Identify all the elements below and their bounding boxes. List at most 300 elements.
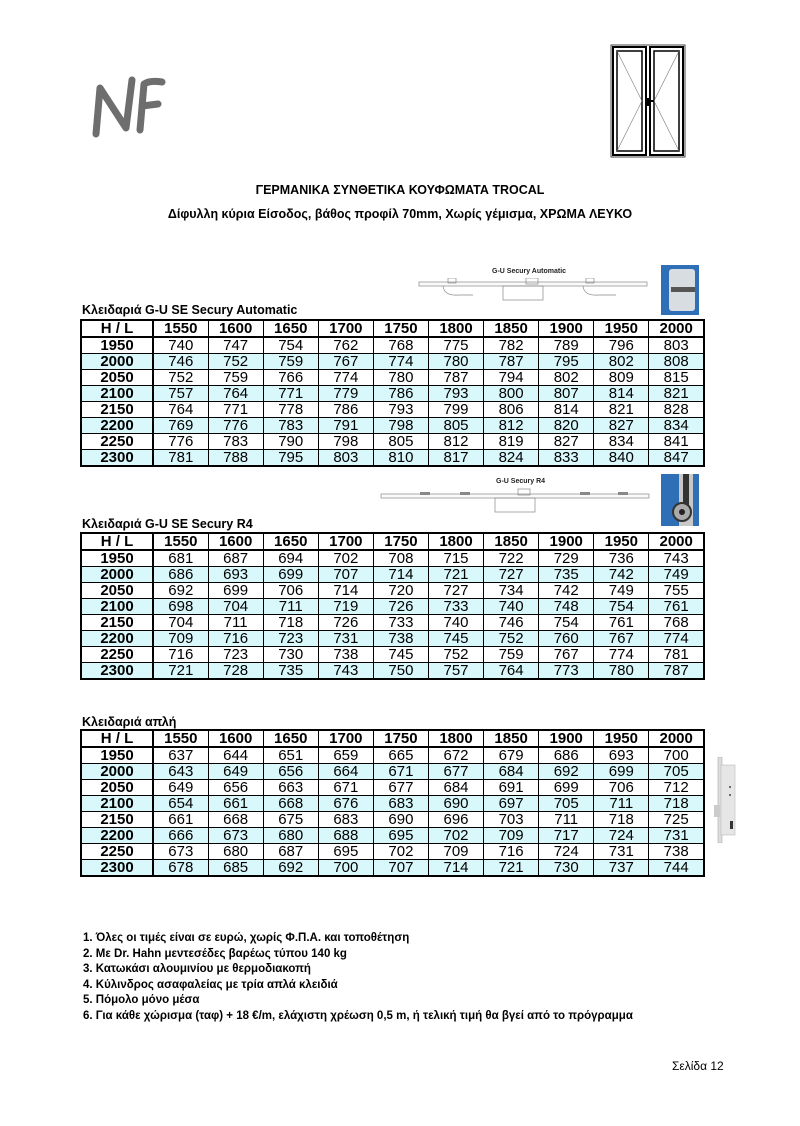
price-cell: 809	[594, 370, 649, 386]
price-cell: 791	[318, 418, 373, 434]
price-cell: 817	[428, 450, 483, 467]
price-cell: 745	[373, 647, 428, 663]
price-cell: 767	[594, 631, 649, 647]
price-cell: 684	[484, 764, 539, 780]
price-cell: 716	[153, 647, 208, 663]
table-row	[81, 796, 704, 812]
price-cell: 805	[373, 434, 428, 450]
price-cell: 707	[318, 567, 373, 583]
column-header: 1650	[263, 730, 318, 747]
price-cell: 680	[263, 828, 318, 844]
price-cell: 690	[373, 812, 428, 828]
document-title: ΓΕΡΜΑΝΙΚΑ ΣΥΝΘΕΤΙΚΑ ΚΟΥΦΩΜΑΤΑ TROCAL	[255, 183, 545, 197]
row-header: 1950	[81, 747, 153, 764]
price-cell: 696	[428, 812, 483, 828]
price-cell: 675	[263, 812, 318, 828]
header-row	[81, 320, 704, 337]
price-cell: 731	[649, 828, 704, 844]
price-cell: 692	[153, 583, 208, 599]
price-cell: 800	[484, 386, 539, 402]
price-cell: 780	[428, 354, 483, 370]
price-cell: 649	[153, 780, 208, 796]
price-cell: 683	[373, 796, 428, 812]
column-header: 1950	[594, 320, 649, 337]
price-cell: 767	[539, 647, 594, 663]
price-cell: 704	[208, 599, 263, 615]
corner-header: H / L	[81, 533, 153, 550]
row-header: 2050	[81, 780, 153, 796]
column-header: 2000	[649, 320, 704, 337]
price-cell: 637	[153, 747, 208, 764]
price-cell: 782	[484, 337, 539, 354]
price-cell: 692	[539, 764, 594, 780]
price-cell: 672	[428, 747, 483, 764]
hardware-caption: G-U Secury R4	[496, 478, 546, 485]
table-row	[81, 828, 704, 844]
price-cell: 761	[649, 599, 704, 615]
price-cell: 773	[539, 663, 594, 680]
price-cell: 827	[594, 418, 649, 434]
price-cell: 743	[318, 663, 373, 680]
price-cell: 716	[484, 844, 539, 860]
price-cell: 711	[594, 796, 649, 812]
price-cell: 749	[649, 567, 704, 583]
price-cell: 661	[208, 796, 263, 812]
price-cell: 698	[153, 599, 208, 615]
price-cell: 793	[428, 386, 483, 402]
table-row	[81, 567, 704, 583]
price-cell: 740	[153, 337, 208, 354]
column-header: 1750	[373, 320, 428, 337]
price-cell: 729	[539, 550, 594, 567]
price-cell: 706	[594, 780, 649, 796]
section-label: Κλειδαριά G-U SE Secury Automatic	[82, 303, 298, 317]
price-cell: 757	[153, 386, 208, 402]
price-cell: 673	[153, 844, 208, 860]
table-row	[81, 599, 704, 615]
price-cell: 711	[539, 812, 594, 828]
price-cell: 798	[318, 434, 373, 450]
row-header: 2150	[81, 812, 153, 828]
price-cell: 805	[428, 418, 483, 434]
price-cell: 752	[428, 647, 483, 663]
price-cell: 691	[484, 780, 539, 796]
price-cell: 740	[428, 615, 483, 631]
header-row	[81, 730, 704, 747]
price-cell: 716	[208, 631, 263, 647]
price-cell: 727	[428, 583, 483, 599]
table-row	[81, 370, 704, 386]
price-cell: 693	[208, 567, 263, 583]
column-header: 1600	[208, 320, 263, 337]
column-header: 1600	[208, 730, 263, 747]
price-cell: 768	[649, 615, 704, 631]
column-header: 1750	[373, 730, 428, 747]
price-cell: 774	[318, 370, 373, 386]
price-cell: 714	[318, 583, 373, 599]
price-cell: 649	[208, 764, 263, 780]
table-row	[81, 780, 704, 796]
price-cell: 725	[649, 812, 704, 828]
price-cell: 731	[594, 844, 649, 860]
price-cell: 742	[594, 567, 649, 583]
price-cell: 833	[539, 450, 594, 467]
price-cell: 787	[484, 354, 539, 370]
price-cell: 686	[153, 567, 208, 583]
price-cell: 702	[318, 550, 373, 567]
price-cell: 677	[373, 780, 428, 796]
price-cell: 796	[594, 337, 649, 354]
price-cell: 688	[318, 828, 373, 844]
price-cell: 778	[263, 402, 318, 418]
multipoint-lock-drawing	[418, 278, 648, 306]
corner-header: H / L	[81, 320, 153, 337]
price-cell: 673	[208, 828, 263, 844]
price-cell: 687	[263, 844, 318, 860]
price-cell: 780	[594, 663, 649, 680]
price-cell: 768	[373, 337, 428, 354]
table-row	[81, 747, 704, 764]
column-header: 1950	[594, 730, 649, 747]
price-cell: 723	[263, 631, 318, 647]
row-header: 2200	[81, 631, 153, 647]
price-cell: 795	[263, 450, 318, 467]
price-cell: 721	[484, 860, 539, 877]
price-cell: 742	[539, 583, 594, 599]
price-cell: 714	[428, 860, 483, 877]
price-cell: 738	[318, 647, 373, 663]
price-cell: 786	[373, 386, 428, 402]
note-item: 4. Κύλινδρος ασαφαλείας με τρία απλά κλειδιά	[83, 978, 338, 991]
note-item: 6. Για κάθε χώρισμα (ταφ) + 18 €/m, ελάχιστη χρέωση 0,5 m, ή τελική τιμή θα βγεί από το πρόγραμμα	[83, 1009, 633, 1022]
price-cell: 810	[373, 450, 428, 467]
price-cell: 671	[373, 764, 428, 780]
price-cell: 738	[373, 631, 428, 647]
column-header: 1950	[594, 533, 649, 550]
price-cell: 847	[649, 450, 704, 467]
row-header: 2300	[81, 663, 153, 680]
row-header: 2200	[81, 828, 153, 844]
row-header: 2250	[81, 434, 153, 450]
column-header: 1700	[318, 730, 373, 747]
price-cell: 803	[318, 450, 373, 467]
table-row	[81, 583, 704, 599]
column-header: 1650	[263, 533, 318, 550]
price-cell: 761	[594, 615, 649, 631]
price-cell: 678	[153, 860, 208, 877]
price-cell: 764	[153, 402, 208, 418]
hardware-caption: G-U Secury Automatic	[492, 268, 567, 275]
price-cell: 712	[649, 780, 704, 796]
price-cell: 721	[153, 663, 208, 680]
row-header: 2000	[81, 354, 153, 370]
row-header: 2300	[81, 450, 153, 467]
price-cell: 702	[428, 828, 483, 844]
price-cell: 776	[208, 418, 263, 434]
price-cell: 700	[318, 860, 373, 877]
price-cell: 717	[539, 828, 594, 844]
price-cell: 687	[208, 550, 263, 567]
price-cell: 735	[539, 567, 594, 583]
price-table-secury-automatic	[80, 319, 705, 467]
column-header: 1550	[153, 533, 208, 550]
price-cell: 814	[594, 386, 649, 402]
column-header: 1800	[428, 320, 483, 337]
price-cell: 697	[484, 796, 539, 812]
price-cell: 840	[594, 450, 649, 467]
row-header: 2200	[81, 418, 153, 434]
price-cell: 720	[373, 583, 428, 599]
price-cell: 731	[318, 631, 373, 647]
price-cell: 754	[263, 337, 318, 354]
price-cell: 781	[649, 647, 704, 663]
price-cell: 802	[594, 354, 649, 370]
price-cell: 703	[484, 812, 539, 828]
price-cell: 709	[484, 828, 539, 844]
row-header: 2150	[81, 615, 153, 631]
price-cell: 680	[208, 844, 263, 860]
price-cell: 671	[318, 780, 373, 796]
price-cell: 757	[428, 663, 483, 680]
price-cell: 776	[153, 434, 208, 450]
column-header: 1600	[208, 533, 263, 550]
price-cell: 705	[649, 764, 704, 780]
price-cell: 764	[484, 663, 539, 680]
table-row	[81, 812, 704, 828]
price-cell: 668	[263, 796, 318, 812]
row-header: 2100	[81, 599, 153, 615]
price-cell: 744	[649, 860, 704, 877]
column-header: 1850	[484, 730, 539, 747]
price-cell: 764	[208, 386, 263, 402]
price-cell: 700	[649, 747, 704, 764]
price-cell: 774	[373, 354, 428, 370]
table-row	[81, 337, 704, 354]
row-header: 2300	[81, 860, 153, 877]
price-cell: 708	[373, 550, 428, 567]
price-cell: 760	[539, 631, 594, 647]
price-cell: 759	[208, 370, 263, 386]
price-cell: 711	[263, 599, 318, 615]
table-row	[81, 550, 704, 567]
price-cell: 724	[594, 828, 649, 844]
table-row	[81, 354, 704, 370]
price-cell: 736	[594, 550, 649, 567]
column-header: 1900	[539, 533, 594, 550]
price-cell: 679	[484, 747, 539, 764]
multipoint-lock-drawing	[380, 488, 650, 518]
price-cell: 664	[318, 764, 373, 780]
price-cell: 740	[484, 599, 539, 615]
price-cell: 693	[594, 747, 649, 764]
column-header: 1800	[428, 533, 483, 550]
price-cell: 737	[594, 860, 649, 877]
table-row	[81, 402, 704, 418]
price-cell: 798	[373, 418, 428, 434]
mortise-lock-photo	[713, 757, 739, 843]
price-cell: 787	[649, 663, 704, 680]
row-header: 2000	[81, 764, 153, 780]
table-row	[81, 860, 704, 877]
price-cell: 755	[649, 583, 704, 599]
column-header: 1700	[318, 320, 373, 337]
price-cell: 789	[539, 337, 594, 354]
price-cell: 815	[649, 370, 704, 386]
price-cell: 749	[594, 583, 649, 599]
column-header: 1850	[484, 533, 539, 550]
price-cell: 743	[649, 550, 704, 567]
column-header: 1700	[318, 533, 373, 550]
price-cell: 656	[208, 780, 263, 796]
price-cell: 699	[594, 764, 649, 780]
price-cell: 745	[428, 631, 483, 647]
price-cell: 721	[428, 567, 483, 583]
price-cell: 779	[318, 386, 373, 402]
price-cell: 746	[484, 615, 539, 631]
price-cell: 802	[539, 370, 594, 386]
price-cell: 769	[153, 418, 208, 434]
price-cell: 814	[539, 402, 594, 418]
row-header: 2050	[81, 583, 153, 599]
row-header: 2050	[81, 370, 153, 386]
price-cell: 759	[484, 647, 539, 663]
price-cell: 812	[428, 434, 483, 450]
price-cell: 767	[318, 354, 373, 370]
price-cell: 656	[263, 764, 318, 780]
price-cell: 783	[263, 418, 318, 434]
table-row	[81, 647, 704, 663]
price-table-secury-r4	[80, 532, 705, 680]
price-cell: 812	[484, 418, 539, 434]
price-cell: 793	[373, 402, 428, 418]
price-cell: 724	[539, 844, 594, 860]
price-cell: 780	[373, 370, 428, 386]
price-cell: 781	[153, 450, 208, 467]
price-cell: 659	[318, 747, 373, 764]
price-cell: 821	[594, 402, 649, 418]
column-header: 1900	[539, 730, 594, 747]
header-row	[81, 533, 704, 550]
price-cell: 727	[484, 567, 539, 583]
price-cell: 752	[153, 370, 208, 386]
price-cell: 730	[263, 647, 318, 663]
table-row	[81, 631, 704, 647]
column-header: 2000	[649, 533, 704, 550]
price-cell: 762	[318, 337, 373, 354]
section-label: Κλειδαριά απλή	[82, 715, 177, 729]
price-cell: 794	[484, 370, 539, 386]
price-cell: 663	[263, 780, 318, 796]
price-cell: 661	[153, 812, 208, 828]
price-cell: 820	[539, 418, 594, 434]
price-cell: 733	[373, 615, 428, 631]
row-header: 2100	[81, 386, 153, 402]
column-header: 2000	[649, 730, 704, 747]
column-header: 1550	[153, 730, 208, 747]
corner-header: H / L	[81, 730, 153, 747]
table-row	[81, 615, 704, 631]
price-cell: 699	[208, 583, 263, 599]
price-cell: 726	[318, 615, 373, 631]
column-header: 1900	[539, 320, 594, 337]
price-cell: 711	[208, 615, 263, 631]
price-cell: 759	[263, 354, 318, 370]
price-cell: 666	[153, 828, 208, 844]
note-item: 1. Όλες οι τιμές είναι σε ευρώ, χωρίς Φ.Π.Α. και τοποθέτηση	[83, 932, 410, 944]
price-cell: 643	[153, 764, 208, 780]
note-item: 2. Με Dr. Hahn μεντεσέδες βαρέως τύπου 140 kg	[83, 947, 347, 960]
price-cell: 752	[208, 354, 263, 370]
price-cell: 665	[373, 747, 428, 764]
price-cell: 841	[649, 434, 704, 450]
table-row	[81, 663, 704, 680]
column-header: 1550	[153, 320, 208, 337]
price-cell: 668	[208, 812, 263, 828]
price-cell: 790	[263, 434, 318, 450]
price-cell: 644	[208, 747, 263, 764]
price-table-simple-lock	[80, 729, 705, 877]
price-cell: 686	[539, 747, 594, 764]
price-cell: 690	[428, 796, 483, 812]
table-row	[81, 764, 704, 780]
cylinder-photo	[661, 474, 699, 526]
price-cell: 709	[153, 631, 208, 647]
price-cell: 834	[649, 418, 704, 434]
price-cell: 774	[594, 647, 649, 663]
notes-list	[83, 931, 633, 1024]
price-cell: 799	[428, 402, 483, 418]
price-cell: 735	[263, 663, 318, 680]
table-row	[81, 418, 704, 434]
row-header: 2100	[81, 796, 153, 812]
price-cell: 681	[153, 550, 208, 567]
price-cell: 733	[428, 599, 483, 615]
price-cell: 774	[649, 631, 704, 647]
document-subtitle: Δίφυλλη κύρια Είσοδος, βάθος προφίλ 70mm, Χωρίς γέμισμα, ΧΡΩΜΑ ΛΕΥΚΟ	[167, 207, 633, 221]
price-cell: 718	[263, 615, 318, 631]
price-cell: 806	[484, 402, 539, 418]
price-cell: 750	[373, 663, 428, 680]
row-header: 1950	[81, 550, 153, 567]
price-cell: 748	[539, 599, 594, 615]
price-cell: 709	[428, 844, 483, 860]
price-cell: 706	[263, 583, 318, 599]
price-cell: 704	[153, 615, 208, 631]
column-header: 1650	[263, 320, 318, 337]
price-cell: 775	[428, 337, 483, 354]
nf-logo	[88, 70, 168, 140]
price-cell: 718	[649, 796, 704, 812]
price-cell: 719	[318, 599, 373, 615]
note-item: 5. Πόμολο μόνο μέσα	[83, 994, 200, 1006]
price-cell: 695	[373, 828, 428, 844]
price-cell: 685	[208, 860, 263, 877]
page-number: Σελίδα 12	[672, 1059, 724, 1073]
price-cell: 747	[208, 337, 263, 354]
price-cell: 827	[539, 434, 594, 450]
row-header: 2150	[81, 402, 153, 418]
price-cell: 738	[649, 844, 704, 860]
price-cell: 707	[373, 860, 428, 877]
price-cell: 694	[263, 550, 318, 567]
price-cell: 788	[208, 450, 263, 467]
price-cell: 718	[594, 812, 649, 828]
price-cell: 807	[539, 386, 594, 402]
price-cell: 783	[208, 434, 263, 450]
double-door-icon	[610, 44, 686, 158]
price-cell: 787	[428, 370, 483, 386]
table-row	[81, 434, 704, 450]
